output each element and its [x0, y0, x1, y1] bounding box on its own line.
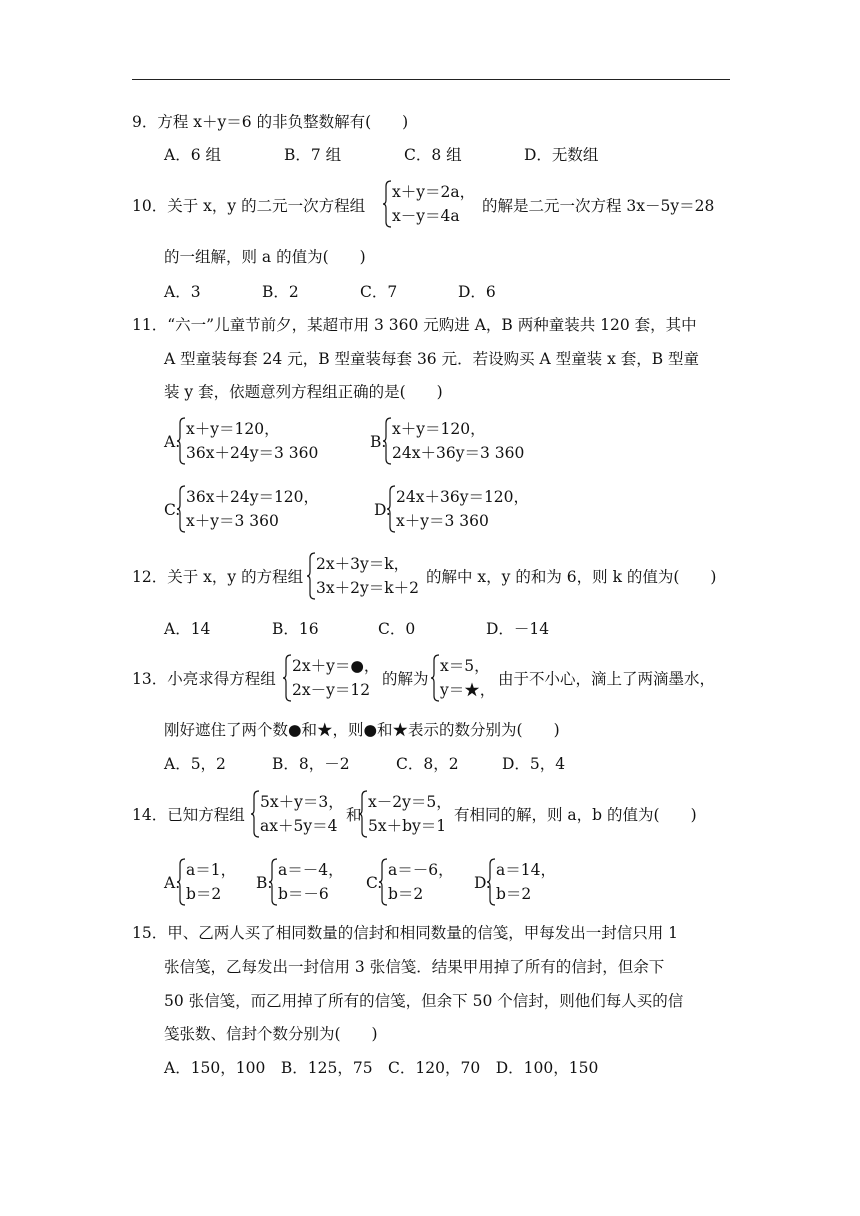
question-12-suffix: 的解中 x，y 的和为 6，则 k 的值为( ) — [426, 568, 717, 586]
system-row: x＋y＝120， — [186, 420, 280, 438]
system-row: 5x＋y＝3， — [260, 793, 344, 811]
question-10-suffix: 的解是二元一次方程 3x－5y＝28 — [482, 197, 715, 215]
q13-option-b: B．8，－2 — [272, 755, 350, 773]
question-15-line4: 笺张数、信封个数分别为( ) — [164, 1025, 378, 1043]
system-row: 24x＋36y＝120， — [396, 488, 530, 506]
q10-option-a: A．3 — [164, 283, 201, 301]
q14-system-1 — [250, 790, 344, 838]
q12-option-d: D．－14 — [486, 620, 550, 638]
q12-option-b: B．16 — [272, 620, 319, 638]
q11-option-b-label: B. — [370, 433, 387, 451]
q9-option-d: D．无数组 — [524, 146, 599, 164]
brace-icon — [176, 485, 186, 533]
system-row: 2x＋y＝●， — [292, 657, 380, 675]
q11-option-a-label: A. — [164, 433, 181, 451]
q13-solution-system — [430, 654, 495, 702]
system-row: a＝－6， — [388, 861, 454, 879]
q9-option-b: B．7 组 — [284, 146, 342, 164]
q12-option-a: A．14 — [164, 620, 211, 638]
system-row: b＝2 — [496, 885, 532, 903]
question-13-line2: 刚好遮住了两个数●和★，则●和★表示的数分别为( ) — [164, 721, 560, 739]
q15-options: A．150，100 B．125，75 C．120，70 D．100，150 — [164, 1059, 599, 1077]
system-row: 5x＋by＝1 — [368, 817, 447, 835]
q10-option-b: B．2 — [262, 283, 299, 301]
q9-option-c: C．8 组 — [404, 146, 462, 164]
q14-option-d-system — [486, 858, 556, 906]
brace-icon — [306, 552, 316, 600]
brace-icon — [282, 654, 292, 702]
question-11-line3: 装 y 套，依题意列方程组正确的是( ) — [164, 383, 443, 401]
question-11-line2: A 型童装每套 24 元，B 型童装每套 36 元．若设购买 A 型童装 x 套，B 型童 — [164, 350, 700, 368]
q10-option-d: D．6 — [458, 283, 496, 301]
q13-equation-system — [282, 654, 379, 702]
system-row: x＋y＝2a， — [392, 183, 476, 201]
q11-option-c-label: C. — [164, 501, 181, 519]
q13-option-d: D．5，4 — [502, 755, 566, 773]
question-15-line1: 15．甲、乙两人买了相同数量的信封和相同数量的信笺，甲每发出一封信只用 1 — [132, 924, 679, 942]
system-row: 3x＋2y＝k＋2 — [316, 579, 419, 597]
question-12-prefix: 12．关于 x，y 的方程组 — [132, 568, 304, 586]
question-14-middle: 和 — [346, 806, 362, 824]
question-9: 9．方程 x＋y＝6 的非负整数解有( ) — [132, 113, 409, 131]
system-row: b＝2 — [186, 885, 222, 903]
system-row: x＋y＝3 360 — [186, 512, 279, 530]
system-row: x＋y＝3 360 — [396, 512, 489, 530]
system-row: x－2y＝5， — [368, 793, 452, 811]
brace-icon — [358, 790, 368, 838]
question-15-line3: 50 张信笺，而乙用掉了所有的信笺，但余下 50 个信封，则他们每人买的信 — [164, 992, 684, 1010]
brace-icon — [176, 858, 186, 906]
q11-option-d-label: D. — [374, 501, 391, 519]
system-row: a＝14， — [496, 861, 556, 879]
q14-system-2 — [358, 790, 452, 838]
system-row: x＝5， — [440, 657, 490, 675]
q14-option-a-label: A. — [164, 874, 181, 892]
q11-option-b-system — [382, 417, 524, 465]
q14-option-b-label: B. — [256, 874, 273, 892]
q14-option-b-system — [268, 858, 344, 906]
brace-icon — [486, 858, 496, 906]
q13-option-a: A．5，2 — [164, 755, 226, 773]
system-row: b＝2 — [388, 885, 424, 903]
question-13-prefix: 13．小亮求得方程组 — [132, 670, 276, 688]
q11-option-a-system — [176, 417, 318, 465]
brace-icon — [378, 858, 388, 906]
brace-icon — [268, 858, 278, 906]
system-row: b＝－6 — [278, 885, 329, 903]
question-13-suffix: 由于不小心，滴上了两滴墨水， — [498, 670, 716, 688]
q14-option-d-label: D. — [474, 874, 491, 892]
question-10-line2: 的一组解，则 a 的值为( ) — [164, 248, 366, 266]
system-row: 2x＋3y＝k， — [316, 555, 410, 573]
brace-icon — [382, 417, 392, 465]
question-11-line1: 11．“六一”儿童节前夕，某超市用 3 360 元购进 A，B 两种童装共 120 套，其中 — [132, 316, 697, 334]
system-row: x＋y＝120， — [392, 420, 486, 438]
system-row: x－y＝4a — [392, 207, 460, 225]
brace-icon — [250, 790, 260, 838]
q11-option-d-system — [386, 485, 529, 533]
q14-option-c-system — [378, 858, 454, 906]
question-14-prefix: 14．已知方程组 — [132, 806, 245, 824]
system-row: y＝★， — [440, 681, 496, 699]
system-row: 36x＋24y＝3 360 — [186, 444, 319, 462]
system-row: ax＋5y＝4 — [260, 817, 338, 835]
brace-icon — [176, 417, 186, 465]
brace-icon — [382, 180, 392, 228]
q10-option-c: C．7 — [360, 283, 398, 301]
question-15-line2: 张信笺，乙每发出一封信用 3 张信笺．结果甲用掉了所有的信封，但余下 — [164, 958, 665, 976]
brace-icon — [430, 654, 440, 702]
q10-equation-system — [382, 180, 475, 228]
q13-option-c: C．8，2 — [396, 755, 459, 773]
question-14-suffix: 有相同的解，则 a，b 的值为( ) — [454, 806, 697, 824]
system-row: 36x＋24y＝120， — [186, 488, 320, 506]
brace-icon — [386, 485, 396, 533]
system-row: a＝－4， — [278, 861, 344, 879]
system-row: 2x－y＝12 — [292, 681, 371, 699]
q12-equation-system — [306, 552, 419, 600]
q11-option-c-system — [176, 485, 319, 533]
q9-option-a: A．6 组 — [164, 146, 221, 164]
q12-option-c: C．0 — [378, 620, 416, 638]
header-rule — [132, 79, 730, 80]
system-row: a＝1， — [186, 861, 237, 879]
q14-option-c-label: C. — [366, 874, 383, 892]
system-row: 24x＋36y＝3 360 — [392, 444, 525, 462]
q14-option-a-system — [176, 858, 236, 906]
question-13-middle: 的解为 — [382, 670, 429, 688]
question-10-prefix: 10．关于 x，y 的二元一次方程组 — [132, 197, 366, 215]
